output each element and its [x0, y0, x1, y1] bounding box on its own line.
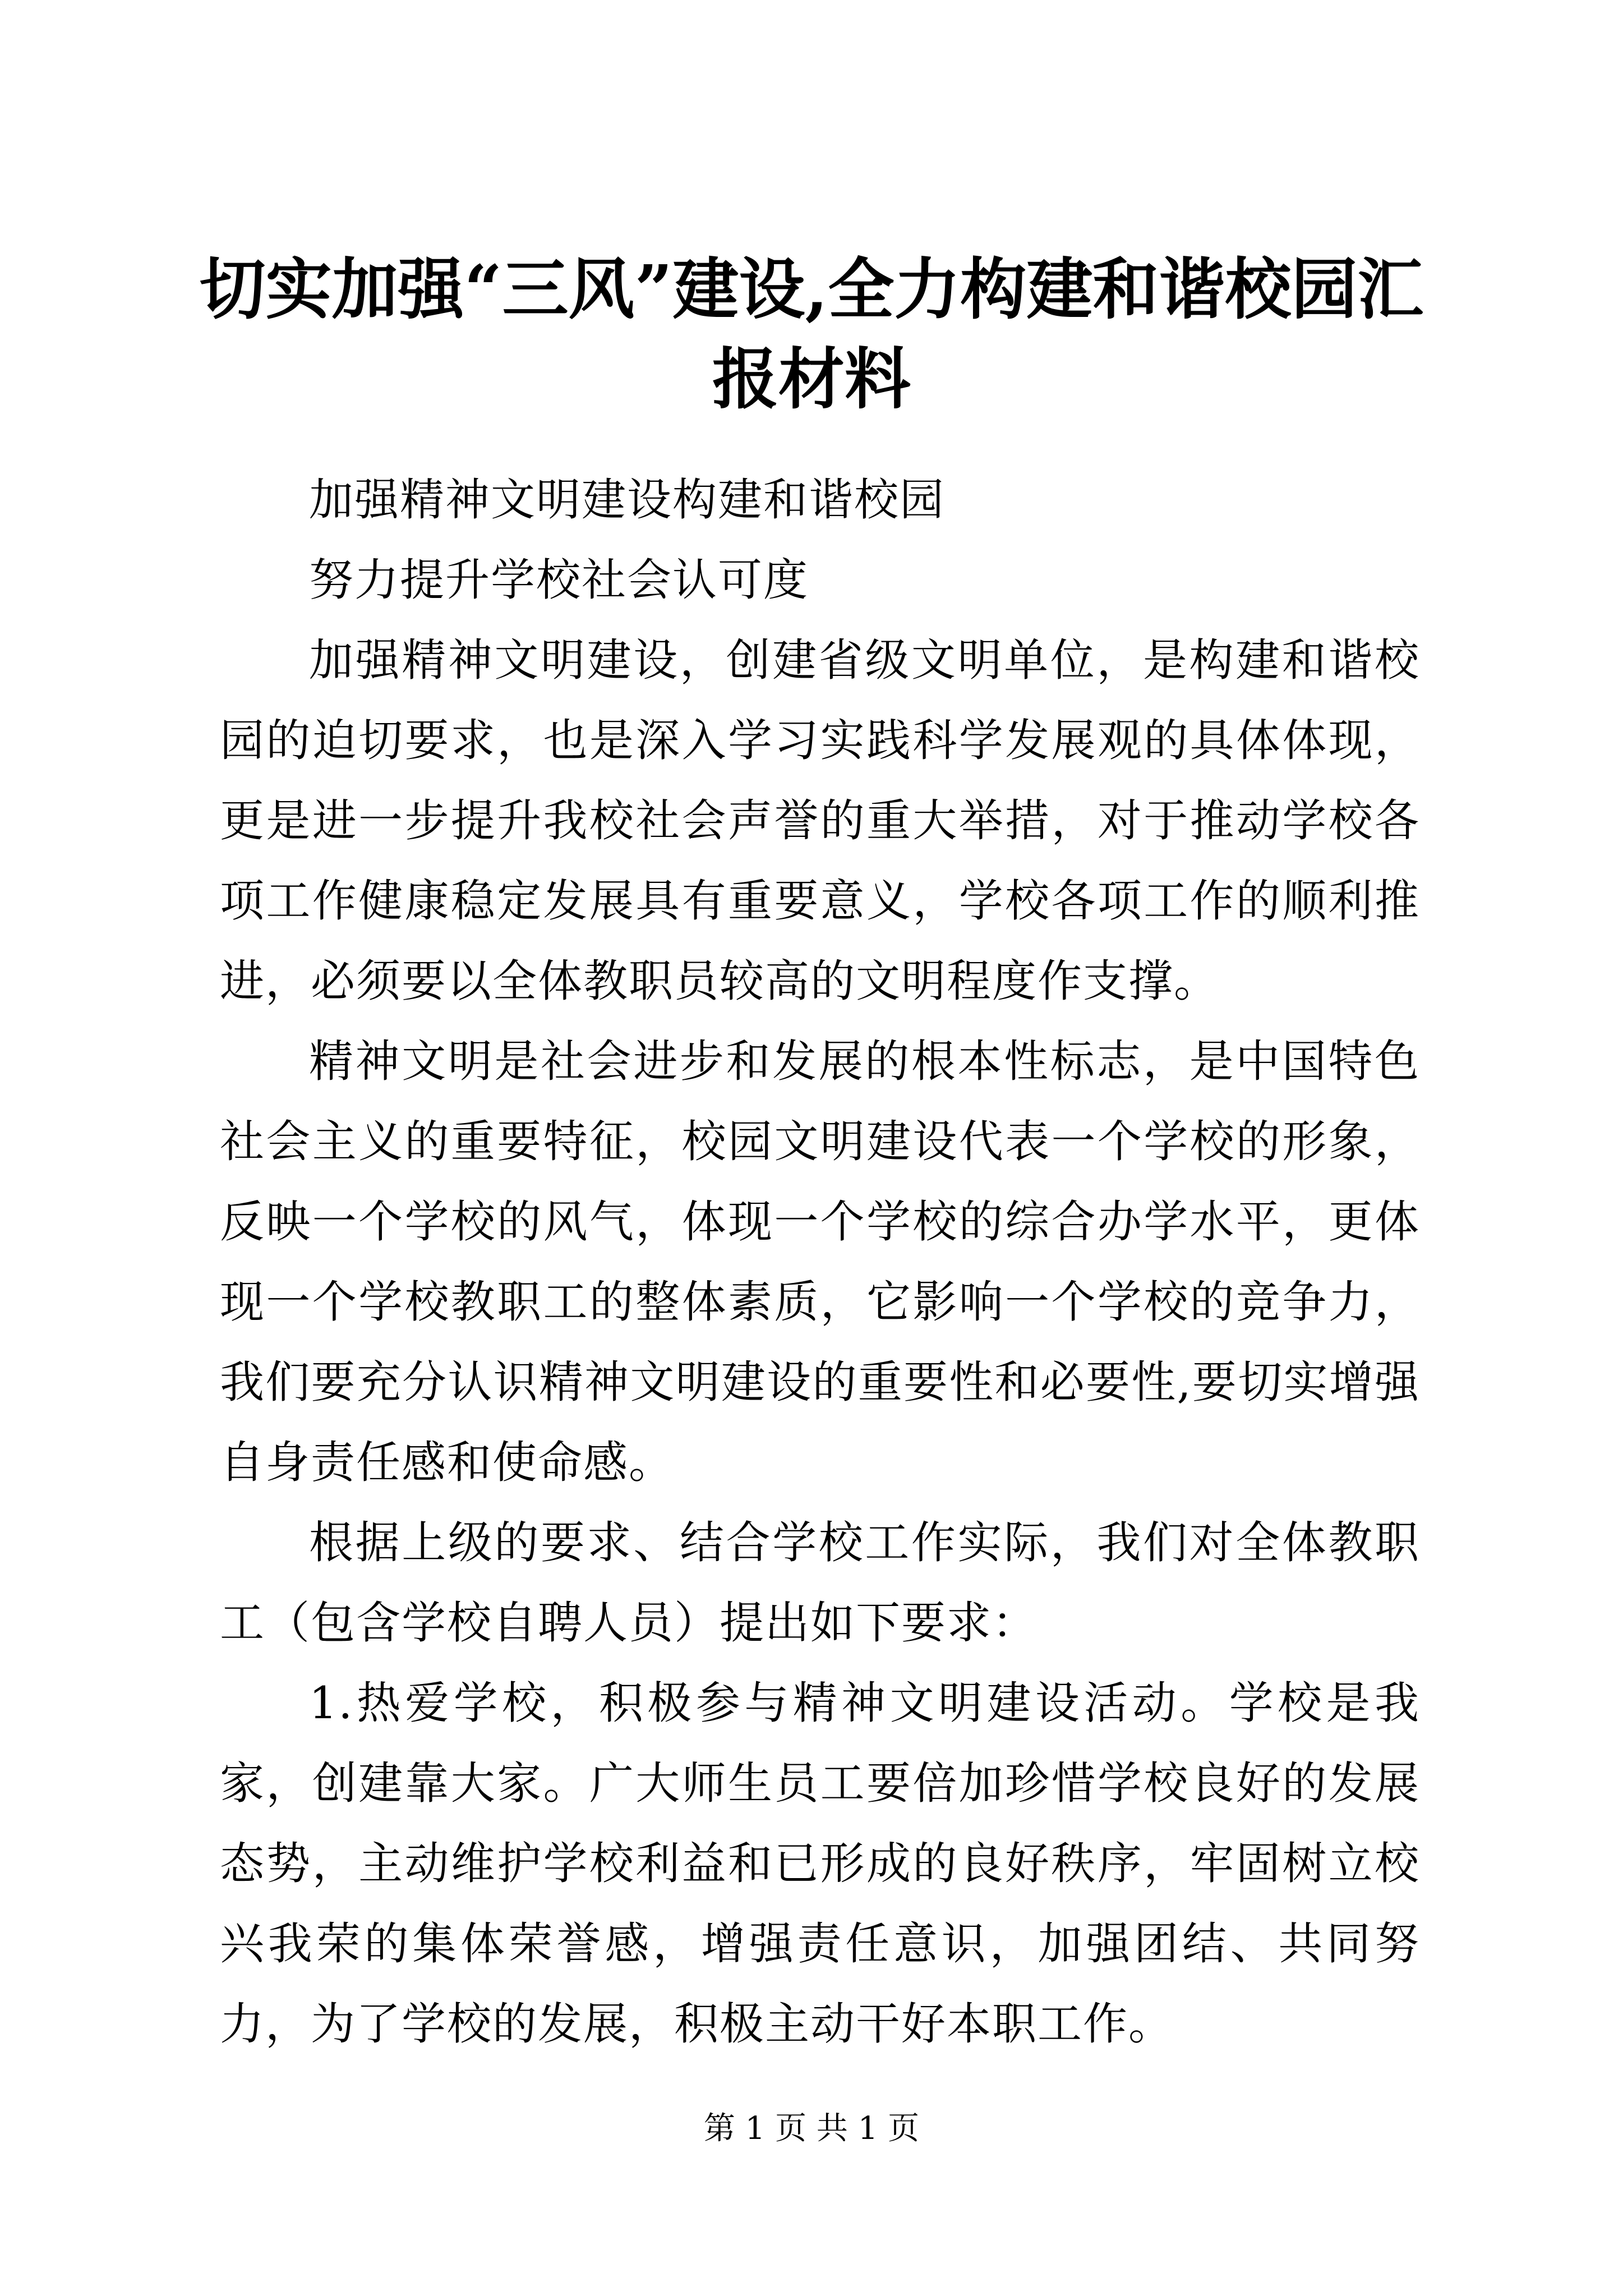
- page-footer: 第 1 页 共 1 页: [703, 2110, 920, 2147]
- body-paragraph: 精神文明是社会进步和发展的根本性标志，是中国特色社会主义的重要特征，校园文明建设代表一个学校的形象，反映一个学校的风气，体现一个学校的综合办学水平，更体现一个学校教职工的整体素质，它影响一个学校的竞争力，我们要充分认识精神文明建设的重要性和必要性,要切实增强自身责任感和使命感。: [220, 1036, 1420, 1488]
- body-paragraph: 1.热爱学校，积极参与精神文明建设活动。学校是我家，创建靠大家。广大师生员工要倍加珍惜学校良好的发展态势，主动维护学校利益和已形成的良好秩序，牢固树立校兴我荣的集体荣誉感，增强责任意识，加强团结、共同努力，为了学校的发展，积极主动干好本职工作。: [220, 1677, 1420, 2050]
- document-title: [185, 245, 1438, 424]
- title-line-2: 报材料: [712, 340, 911, 418]
- body-paragraph: 根据上级的要求、结合学校工作实际，我们对全体教职工（包含学校自聘人员）提出如下要求：: [220, 1517, 1420, 1649]
- document-body: [220, 460, 1420, 2064]
- subtitle-line-1: 加强精神文明建设构建和谐校园: [309, 474, 945, 526]
- title-line-1: 切实加强“三风”建设,全力构建和谐校园汇: [199, 250, 1424, 328]
- body-paragraph: 加强精神文明建设，创建省级文明单位，是构建和谐校园的迫切要求，也是深入学习实践科学发展观的具体体现，更是进一步提升我校社会声誉的重大举措，对于推动学校各项工作健康稳定发展具有重要意义，学校各项工作的顺利推进，必须要以全体教职员较高的文明程度作支撑。: [220, 634, 1420, 1007]
- subtitle-line-2: 努力提升学校社会认可度: [309, 554, 809, 606]
